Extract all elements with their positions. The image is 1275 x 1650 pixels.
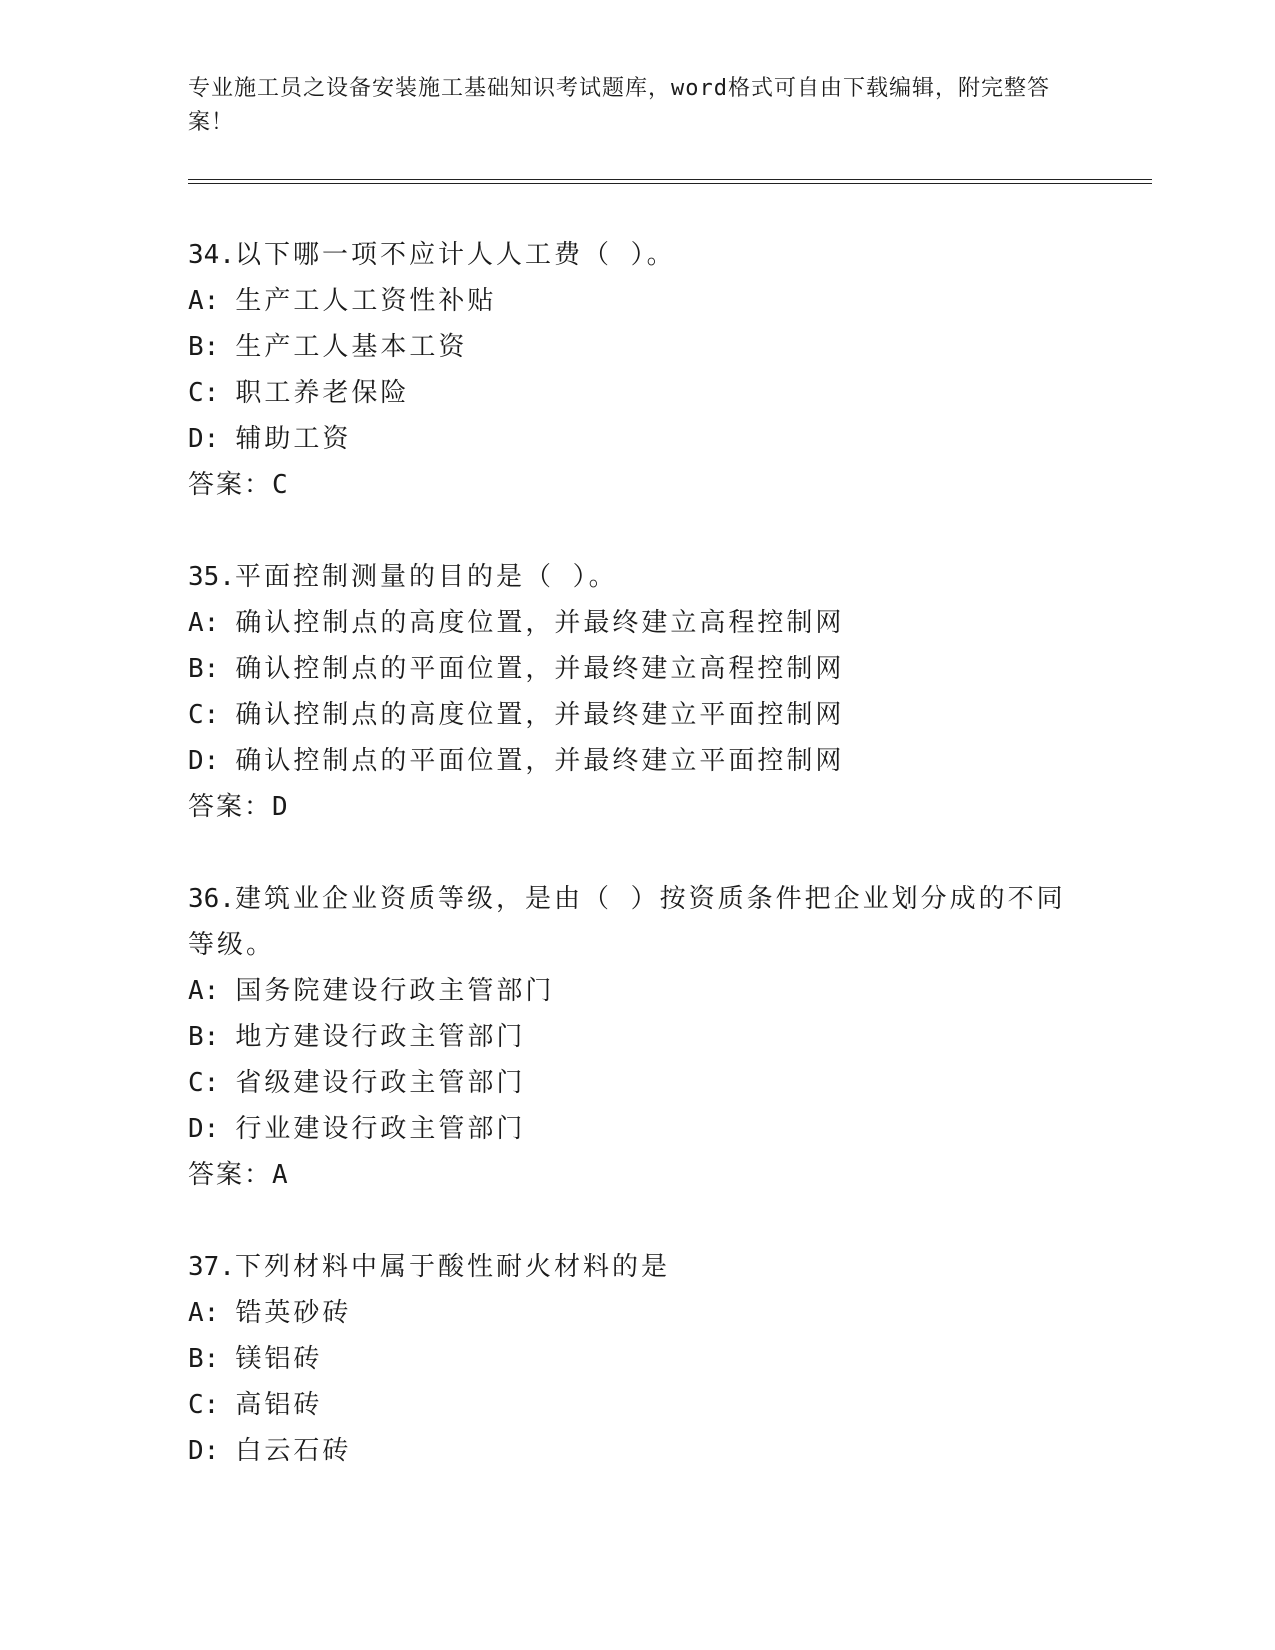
question-36 [188, 876, 1088, 1198]
option-text: 省级建设行政主管部门 [235, 1068, 526, 1098]
answer-value: C [272, 470, 290, 500]
option-d [188, 738, 1088, 784]
option-b [188, 646, 1088, 692]
option-b [188, 1336, 1088, 1382]
option-b [188, 1014, 1088, 1060]
question-text [188, 232, 1088, 278]
answer-value: A [272, 1160, 290, 1190]
option-key: B: [188, 654, 220, 684]
option-key: C: [188, 1390, 220, 1420]
option-text: 辅助工资 [235, 424, 352, 454]
option-key: D: [188, 746, 220, 776]
question-number: 36. [188, 884, 235, 914]
question-text [188, 1244, 1088, 1290]
answer-line [188, 462, 1088, 508]
question-number: 37. [188, 1252, 235, 1282]
question-text [188, 876, 1088, 968]
option-key: B: [188, 1344, 220, 1374]
option-a [188, 968, 1088, 1014]
option-key: D: [188, 424, 220, 454]
answer-line [188, 784, 1088, 830]
question-stem: 下列材料中属于酸性耐火材料的是 [234, 1252, 670, 1282]
option-key: A: [188, 608, 220, 638]
option-text: 确认控制点的高度位置，并最终建立平面控制网 [235, 700, 845, 730]
option-c [188, 1060, 1088, 1106]
question-stem: 以下哪一项不应计人人工费（ ）。 [234, 240, 676, 270]
answer-value: D [272, 792, 290, 822]
option-text: 生产工人工资性补贴 [235, 286, 497, 316]
option-key: C: [188, 700, 220, 730]
question-stem: 建筑业企业资质等级，是由（ ）按资质条件把企业划分成的不同等级。 [188, 884, 1066, 960]
option-key: D: [188, 1114, 220, 1144]
option-text: 生产工人基本工资 [235, 332, 468, 362]
question-number: 35. [188, 562, 235, 592]
option-key: B: [188, 332, 220, 362]
question-stem: 平面控制测量的目的是（ ）。 [234, 562, 618, 592]
question-text [188, 554, 1088, 600]
option-key: C: [188, 1068, 220, 1098]
header-rule-top [188, 179, 1152, 180]
option-text: 行业建设行政主管部门 [235, 1114, 526, 1144]
option-key: B: [188, 1022, 220, 1052]
answer-label: 答案： [188, 792, 273, 822]
option-d [188, 416, 1088, 462]
option-text: 确认控制点的平面位置，并最终建立平面控制网 [235, 746, 845, 776]
option-d [188, 1106, 1088, 1152]
option-text: 锆英砂砖 [235, 1298, 352, 1328]
header-title: 专业施工员之设备安装施工基础知识考试题库，word格式可自由下载编辑，附完整答案！ [188, 76, 1050, 135]
document-header [188, 72, 1068, 140]
answer-label: 答案： [188, 470, 273, 500]
option-c [188, 370, 1088, 416]
option-d [188, 1428, 1088, 1474]
option-text: 国务院建设行政主管部门 [235, 976, 555, 1006]
option-key: A: [188, 1298, 220, 1328]
option-key: C: [188, 378, 220, 408]
option-text: 镁铝砖 [235, 1344, 323, 1374]
question-34 [188, 232, 1088, 508]
option-text: 高铝砖 [235, 1390, 323, 1420]
option-b [188, 324, 1088, 370]
option-key: A: [188, 286, 220, 316]
option-a [188, 1290, 1088, 1336]
option-text: 确认控制点的平面位置，并最终建立高程控制网 [235, 654, 845, 684]
answer-line [188, 1152, 1088, 1198]
question-number: 34. [188, 240, 235, 270]
option-key: A: [188, 976, 220, 1006]
option-a [188, 600, 1088, 646]
option-text: 确认控制点的高度位置，并最终建立高程控制网 [235, 608, 845, 638]
option-key: D: [188, 1436, 220, 1466]
answer-label: 答案： [188, 1160, 273, 1190]
option-c [188, 692, 1088, 738]
option-c [188, 1382, 1088, 1428]
option-text: 职工养老保险 [235, 378, 410, 408]
question-37 [188, 1244, 1088, 1474]
question-35 [188, 554, 1088, 830]
header-rule-bottom [188, 183, 1152, 184]
option-text: 地方建设行政主管部门 [235, 1022, 526, 1052]
option-a [188, 278, 1088, 324]
option-text: 白云石砖 [235, 1436, 352, 1466]
question-list [188, 232, 1088, 1520]
